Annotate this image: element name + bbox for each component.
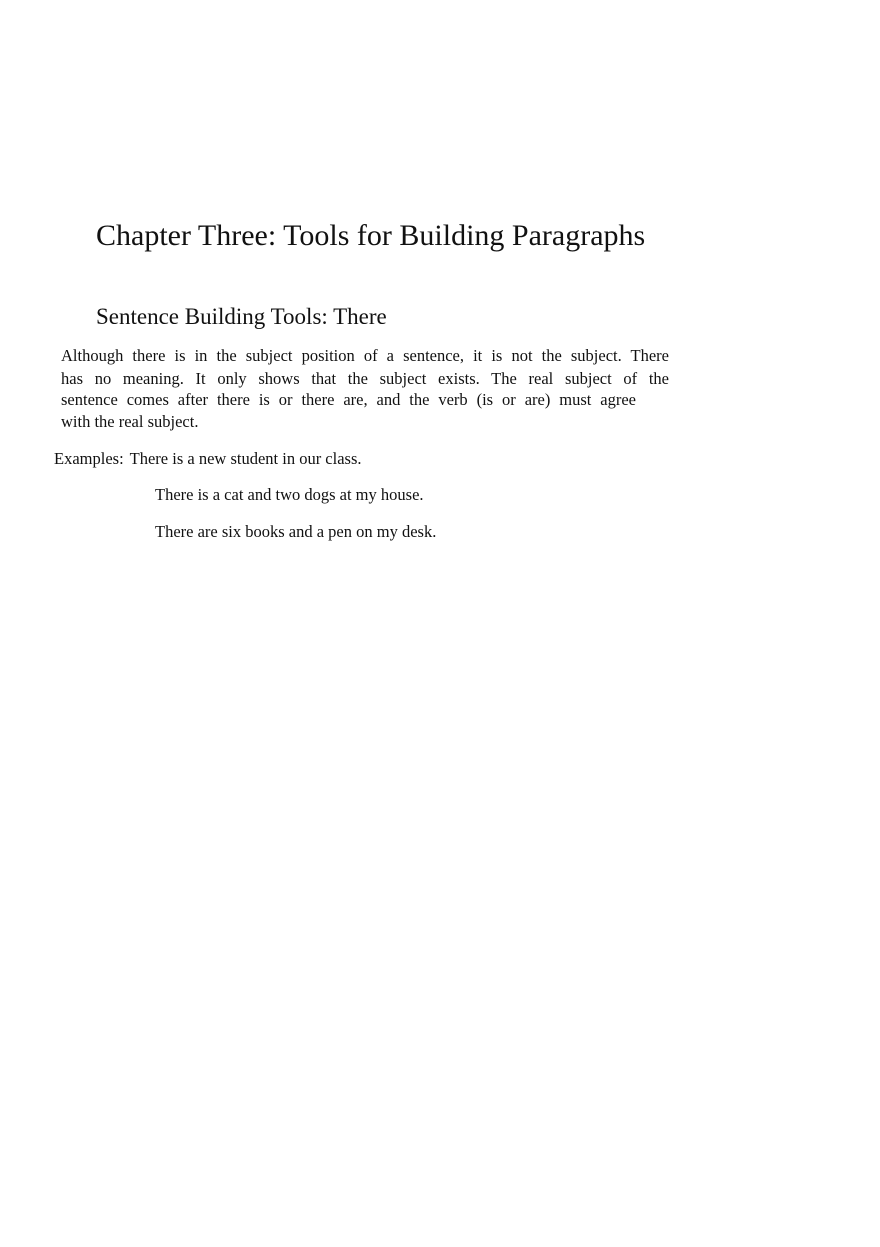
paragraph-line-3: sentence comes after there is or there are, and the verb (is or are) must agree xyxy=(61,390,636,409)
paragraph-line-1: Although there is in the subject position of a sentence, it is not the subject. There xyxy=(61,346,669,365)
example-sentence-2: There is a cat and two dogs at my house. xyxy=(155,485,424,504)
example-sentence-1: There is a new student in our class. xyxy=(129,449,362,468)
examples-label: Examples: xyxy=(54,449,124,468)
paragraph-line-2: has no meaning. It only shows that the subject exists. The real subject of the xyxy=(61,369,669,388)
paragraph-line-4: with the real subject. xyxy=(61,412,199,431)
examples-first-line xyxy=(54,448,362,470)
example-sentence-3: There are six books and a pen on my desk. xyxy=(155,522,437,541)
section-title: Sentence Building Tools: There xyxy=(96,304,387,329)
chapter-title: Chapter Three: Tools for Building Paragraphs xyxy=(96,219,646,252)
